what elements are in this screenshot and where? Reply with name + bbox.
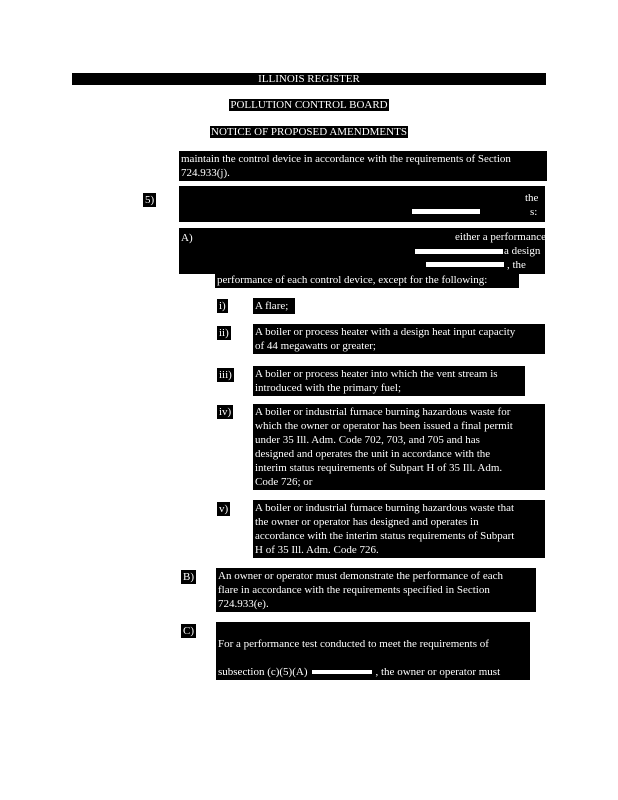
notice-title: NOTICE OF PROPOSED AMENDMENTS	[211, 126, 407, 138]
item-C-line-2b: , the owner or operator must	[375, 666, 501, 678]
item-C-line-3: use the test methods and procedures specified in Section	[218, 694, 467, 706]
item-A-right-3: , the	[507, 259, 526, 271]
register-title: ILLINOIS REGISTER	[258, 73, 360, 85]
item-A-right-2: a design	[504, 245, 541, 257]
item-5-right-word: the	[525, 192, 539, 204]
subitem-text: A boiler or industrial furnace burning hazardous waste for which the owner or operator has been issued a final permit under 35 Ill. Adm. Code 702, 703, and 705 and has designed and operates the unit in accordance with the interim status requirements of Subpart H of 35 Ill. Adm. Code 726; or	[253, 404, 545, 490]
top-paragraph: maintain the control device in accordance with the requirements of Section 724.933(j).	[179, 151, 547, 181]
item-C-line-2	[218, 665, 528, 679]
item-C-label: C)	[183, 625, 194, 637]
board-title-line	[0, 99, 618, 111]
item-5-right-tail: s:	[530, 206, 538, 218]
subitem-label: v)	[219, 503, 229, 515]
register-header-bar	[72, 73, 546, 85]
subitem-label: iii)	[219, 369, 232, 381]
item-A-label: A)	[181, 232, 193, 244]
item-5-redacted-block	[179, 186, 545, 222]
item-A-right-1: either a performance	[455, 231, 546, 243]
subitem-text: A flare;	[253, 298, 295, 314]
subitem-label: i)	[219, 300, 226, 312]
item-C-line-2a: subsection (c)(5)(A)	[218, 666, 308, 678]
board-title: POLLUTION CONTROL BOARD	[230, 99, 388, 111]
item-B-label: B)	[183, 571, 194, 583]
item-C-block	[216, 622, 530, 734]
subitem-label: iv)	[219, 406, 232, 418]
subitem-text: A boiler or industrial furnace burning hazardous waste that the owner or operator has designed and operates in accordance with the interim status requirements of Subpart H of 35 Ill. Adm. Code 726.	[253, 500, 545, 558]
item-A-white-redaction-1	[415, 249, 503, 254]
item-A-line-4: performance of each control device, except for the following:	[215, 272, 519, 288]
subitem-text: A boiler or process heater with a design heat input capacity of 44 megawatts or greater;	[253, 324, 545, 354]
item-C-line-1: For a performance test conducted to meet the requirements of	[218, 638, 489, 650]
subitem-label: ii)	[219, 327, 229, 339]
subitem-text: A boiler or process heater into which the vent stream is introduced with the primary fuel;	[253, 366, 525, 396]
item-B-text: An owner or operator must demonstrate the performance of each flare in accordance with the requirements specified in Section 724.933(e).	[216, 568, 536, 612]
notice-title-line	[0, 126, 618, 138]
item-5-label: 5)	[145, 194, 155, 206]
item-5-white-redaction	[412, 209, 480, 214]
item-C-line-4: 724.934(c)(1) through (c)(4).	[218, 722, 347, 734]
item-A-white-redaction-2	[426, 262, 504, 267]
item-C-white-redaction	[312, 670, 372, 674]
